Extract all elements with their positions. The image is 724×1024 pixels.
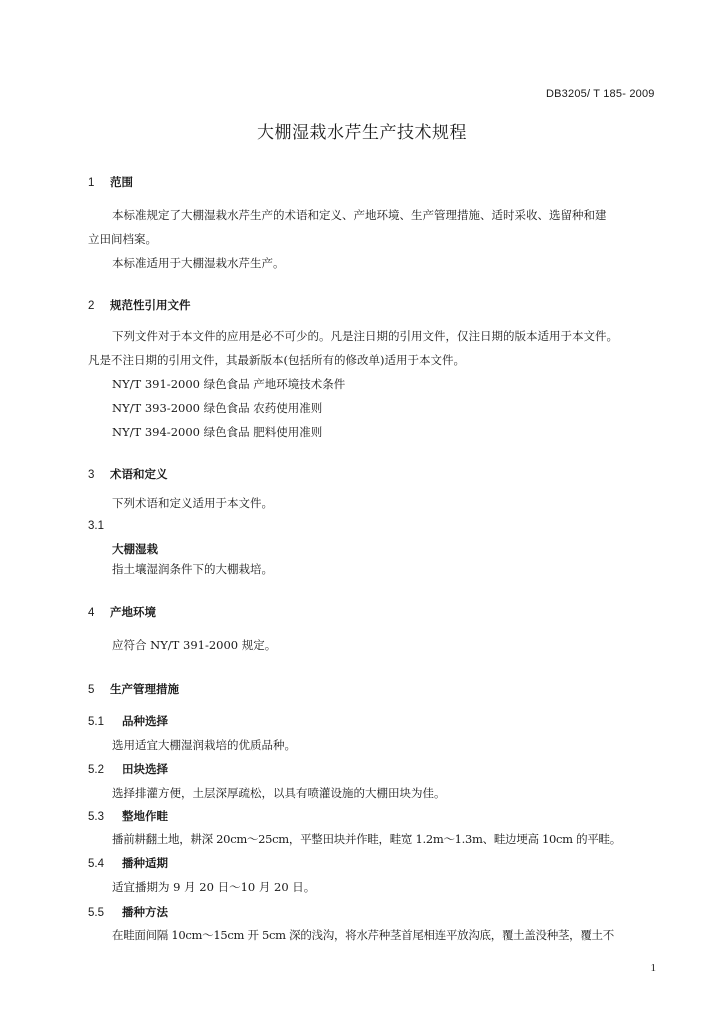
section-number: 4 [88,607,95,619]
reference-item: NY/T 391-2000 绿色食品 产地环境技术条件 [112,377,346,391]
section-title: 产地环境 [110,605,156,619]
subsection-heading [88,904,168,920]
subsection-number: 3.1 [88,520,104,532]
paragraph-line: 本标准规定了大棚湿栽水芹生产的术语和定义、产地环境、生产管理措施、适时采收、选留种和建 [112,208,607,222]
section-title: 术语和定义 [110,467,168,481]
subsection-title: 田块选择 [122,762,168,776]
paragraph: 在畦面间隔 10cm～15cm 开 5cm 深的浅沟，将水芹种茎首尾相连平放沟底，覆土盖没种茎，覆土不 [112,928,614,942]
subsection-heading [88,808,168,824]
paragraph: 选择排灌方便，土层深厚疏松，以具有喷灌设施的大棚田块为佳。 [112,786,446,800]
section-1-heading [88,174,133,190]
paragraph: 应符合 NY/T 391-2000 规定。 [112,638,277,652]
subsection-title: 播种方法 [122,905,168,919]
subsection-title: 播种适期 [122,856,168,870]
section-title: 生产管理措施 [110,682,179,696]
section-number: 3 [88,469,95,481]
subsection-heading [88,761,168,777]
subsection-number: 5.2 [88,764,104,776]
paragraph: 本标准适用于大棚湿栽水芹生产。 [112,256,285,270]
section-5-heading [88,681,179,697]
subsection-title: 品种选择 [122,714,168,728]
subsection-heading [88,855,168,871]
subsection-number: 5.5 [88,907,104,919]
subsection-heading [88,713,168,729]
term-name: 大棚湿栽 [112,542,158,556]
subsection-number: 5.1 [88,716,104,728]
section-title: 规范性引用文件 [110,298,191,312]
section-2-heading [88,297,191,313]
reference-item: NY/T 393-2000 绿色食品 农药使用准则 [112,401,323,415]
paragraph-line: 凡是不注日期的引用文件，其最新版本(包括所有的修改单)适用于本文件。 [88,353,465,367]
section-3-heading [88,466,168,482]
document-title: 大棚湿栽水芹生产技术规程 [257,123,467,143]
section-number: 2 [88,300,95,312]
paragraph-line: 立田间档案。 [88,232,157,246]
paragraph: 下列术语和定义适用于本文件。 [112,496,273,510]
section-4-heading [88,604,156,620]
section-title: 范围 [110,175,133,189]
subsection-number: 5.3 [88,811,104,823]
paragraph: 选用适宜大棚湿润栽培的优质品种。 [112,738,296,752]
paragraph-line: 下列文件对于本文件的应用是必不可少的。凡是注日期的引用文件，仅注日期的版本适用于本文件。 [112,329,618,343]
subsection-number: 5.4 [88,858,104,870]
term-definition: 指土壤湿润条件下的大棚栽培。 [112,562,273,576]
document-code: DB3205/ T 185- 2009 [546,88,655,100]
section-number: 5 [88,684,95,696]
paragraph: 适宜播期为 9 月 20 日～10 月 20 日。 [112,880,316,894]
section-number: 1 [88,177,95,189]
subsection-title: 整地作畦 [122,809,168,823]
reference-item: NY/T 394-2000 绿色食品 肥料使用准则 [112,425,323,439]
paragraph: 播前耕翻土地，耕深 20cm～25cm，平整田块并作畦，畦宽 1.2m～1.3m、畦边埂高 10cm 的平畦。 [112,832,621,846]
page-number: 1 [650,962,656,974]
